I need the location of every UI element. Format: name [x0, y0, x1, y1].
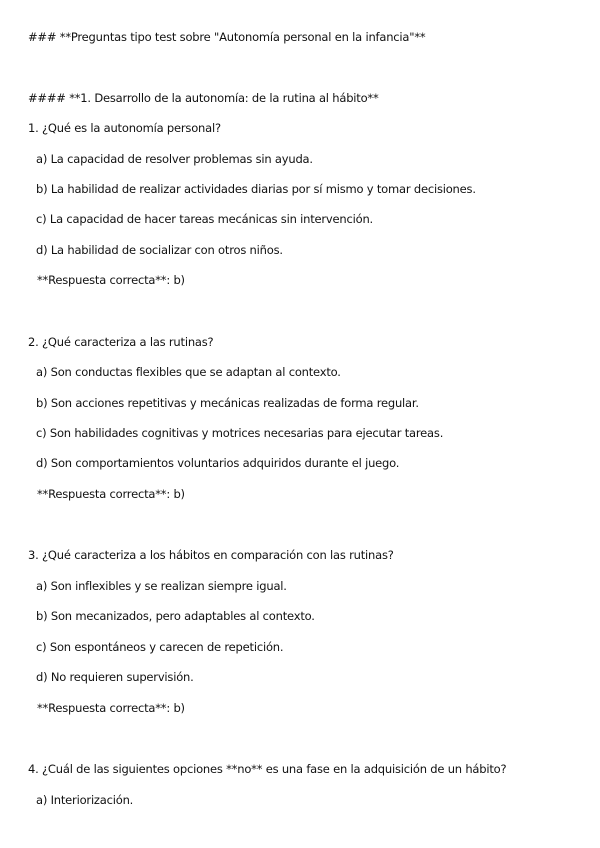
question-3: 3. ¿Qué caracteriza a los hábitos en comparación con las rutinas?	[28, 548, 394, 562]
section-heading: #### **1. Desarrollo de la autonomía: de la rutina al hábito**	[28, 91, 379, 105]
question-2-answer: **Respuesta correcta**: b)	[37, 487, 185, 501]
question-2: 2. ¿Qué caracteriza a las rutinas?	[28, 335, 214, 349]
question-1-option-d: d) La habilidad de socializar con otros niños.	[36, 243, 283, 257]
question-3-option-c: c) Son espontáneos y carecen de repetición.	[36, 640, 284, 654]
question-2-option-d: d) Son comportamientos voluntarios adquiridos durante el juego.	[36, 456, 400, 470]
question-4: 4. ¿Cuál de las siguientes opciones **no** es una fase en la adquisición de un hábito?	[28, 762, 507, 776]
question-2-option-a: a) Son conductas flexibles que se adaptan al contexto.	[36, 365, 341, 379]
question-2-option-c: c) Son habilidades cognitivas y motrices necesarias para ejecutar tareas.	[36, 426, 444, 440]
question-3-option-d: d) No requieren supervisión.	[36, 670, 194, 684]
question-1-option-a: a) La capacidad de resolver problemas sin ayuda.	[36, 152, 313, 166]
document-title: ### **Preguntas tipo test sobre "Autonomía personal en la infancia"**	[28, 30, 426, 44]
question-3-option-a: a) Son inflexibles y se realizan siempre igual.	[36, 579, 287, 593]
question-4-option-a: a) Interiorización.	[36, 793, 134, 807]
question-1-option-c: c) La capacidad de hacer tareas mecánicas sin intervención.	[36, 212, 374, 226]
question-1: 1. ¿Qué es la autonomía personal?	[28, 121, 221, 135]
question-2-option-b: b) Son acciones repetitivas y mecánicas realizadas de forma regular.	[36, 396, 419, 410]
question-1-option-b: b) La habilidad de realizar actividades diarias por sí mismo y tomar decisiones.	[36, 182, 476, 196]
question-1-answer: **Respuesta correcta**: b)	[37, 273, 185, 287]
question-3-answer: **Respuesta correcta**: b)	[37, 701, 185, 715]
question-3-option-b: b) Son mecanizados, pero adaptables al contexto.	[36, 609, 315, 623]
